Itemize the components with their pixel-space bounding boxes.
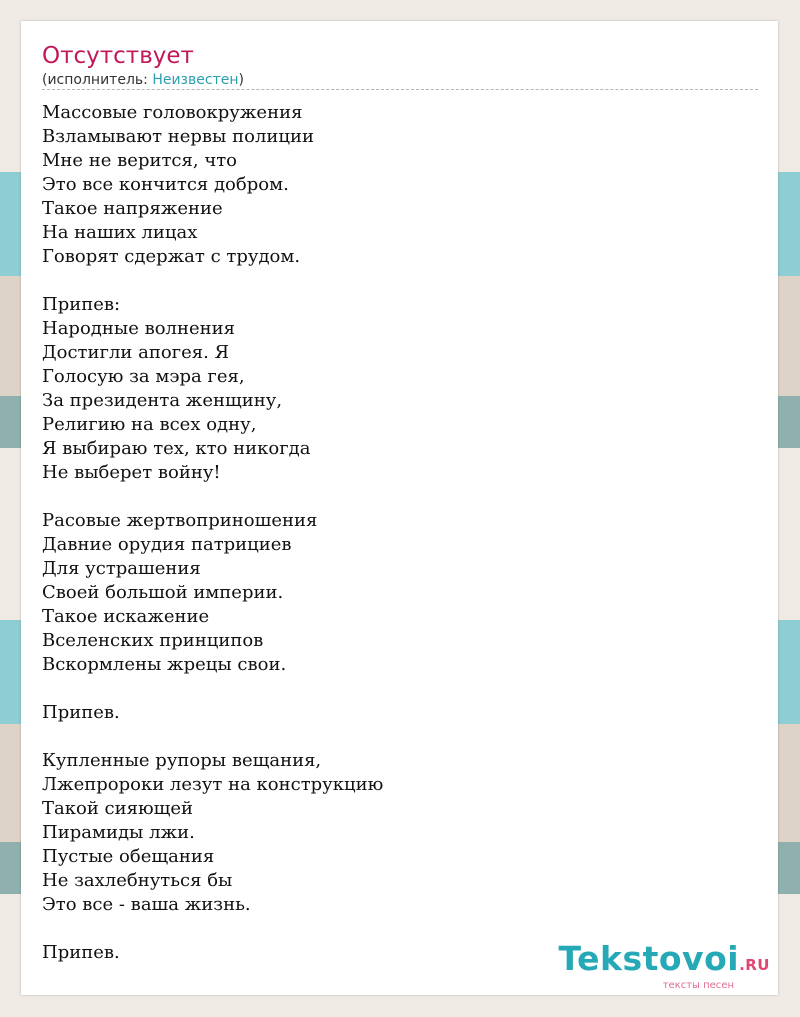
artist-line [42, 71, 244, 89]
artist-suffix: ) [238, 72, 244, 88]
lyrics-card [21, 21, 778, 995]
site-logo[interactable] [558, 939, 770, 991]
artist-prefix: (исполнитель: [42, 72, 153, 88]
lyrics-text: Массовые головокружения Взламывают нервы полиции Мне не верится, что Это все кончится добром. Такое напряжение На наших лицах Говорят сдержат с трудом. Припев: Народные волнения Достигли апогея. Я Голосую за мэра гея, За президента женщину, Религию на всех одну, Я выбираю тех, кто никогда Не выберет войну! Расовые жертвоприношения Давние орудия патрициев Для устрашения Своей большой империи. Такое искажение Вселенских принципов Вскормлены жрецы свои. Припев. Купленные рупоры вещания, Лжепророки лезут на конструкцию Такой сияющей Пирамиды лжи. Пустые обещания Не захлебнуться бы Это все - ваша жизнь. Припев. [42, 102, 384, 963]
logo-tagline: тексты песен [662, 980, 734, 991]
logo-tld: .RU [739, 956, 770, 974]
artist-link[interactable]: Неизвестен [152, 72, 239, 88]
song-title: Отсутствует [42, 43, 194, 69]
title-divider [42, 89, 758, 90]
logo-wordmark [558, 939, 770, 982]
logo-name: Tekstovoi [558, 939, 740, 978]
